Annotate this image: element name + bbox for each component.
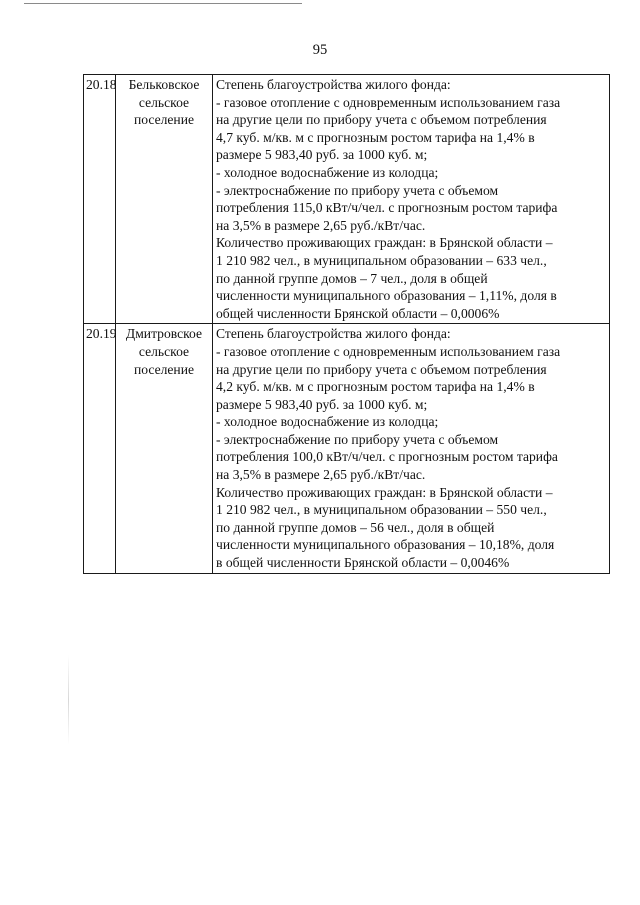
settlement-name-line: Бельковское: [128, 77, 200, 92]
description-line: на 3,5% в размере 2,65 руб./кВт/час.: [216, 467, 426, 483]
description-line: потребления 115,0 кВт/ч/чел. с прогнозным ростом тарифа: [216, 200, 558, 216]
top-scan-rule: [24, 3, 302, 4]
row-number: 20.19: [84, 324, 116, 573]
settlement-name-line: сельское: [138, 343, 190, 359]
scan-artifact-line: [68, 655, 69, 745]
description-line: 1 210 982 чел., в муниципальном образовании – 550 чел.,: [216, 502, 547, 518]
housing-description: [213, 75, 610, 324]
settlement-name-line: Дмитровское: [125, 326, 203, 342]
description-line: на 3,5% в размере 2,65 руб./кВт/час.: [216, 217, 426, 233]
description-line: Количество проживающих граждан: в Брянской области –: [216, 235, 553, 251]
table-row: [84, 324, 610, 573]
row-number: 20.18: [84, 75, 116, 324]
description-line: - холодное водоснабжение из колодца;: [216, 164, 439, 180]
page-number: 95: [312, 42, 328, 58]
settlement-name: [116, 324, 213, 573]
settlement-name: [116, 75, 213, 324]
description-line: численности муниципального образования – 10,18%, доля: [216, 537, 555, 553]
description-line: размере 5 983,40 руб. за 1000 куб. м;: [216, 147, 428, 163]
table-body: [84, 75, 610, 574]
settlements-table: [83, 74, 610, 574]
description-line: по данной группе домов – 56 чел., доля в общей: [216, 519, 495, 535]
description-line: в общей численности Брянской области – 0,0046%: [216, 555, 510, 571]
description-line: общей численности Брянской области – 0,0006%: [216, 305, 500, 321]
description-line: Количество проживающих граждан: в Брянской области –: [216, 484, 553, 500]
description-line: - электроснабжение по прибору учета с объемом: [216, 182, 499, 198]
description-line: 4,2 куб. м/кв. м с прогнозным ростом тарифа на 1,4% в: [216, 379, 535, 395]
settlement-name-line: сельское: [138, 94, 190, 110]
description-line: Степень благоустройства жилого фонда:: [216, 77, 451, 92]
description-line: численности муниципального образования – 1,11%, доля в: [216, 288, 557, 304]
description-line: размере 5 983,40 руб. за 1000 куб. м;: [216, 396, 428, 412]
description-line: - электроснабжение по прибору учета с объемом: [216, 431, 499, 447]
description-line: 1 210 982 чел., в муниципальном образовании – 633 чел.,: [216, 252, 547, 268]
housing-description: [213, 324, 610, 573]
description-line: по данной группе домов – 7 чел., доля в общей: [216, 270, 488, 286]
description-line: 4,7 куб. м/кв. м с прогнозным ростом тарифа на 1,4% в: [216, 129, 535, 145]
description-line: - газовое отопление с одновременным использованием газа: [216, 343, 561, 359]
description-line: Степень благоустройства жилого фонда:: [216, 326, 451, 342]
description-line: на другие цели по прибору учета с объемом потребления: [216, 361, 547, 377]
description-line: - газовое отопление с одновременным использованием газа: [216, 94, 561, 110]
description-line: - холодное водоснабжение из колодца;: [216, 414, 439, 430]
settlement-name-line: поселение: [133, 361, 195, 377]
description-line: на другие цели по прибору учета с объемом потребления: [216, 112, 547, 128]
description-line: потребления 100,0 кВт/ч/чел. с прогнозным ростом тарифа: [216, 449, 558, 465]
table-row: [84, 75, 610, 324]
settlement-name-line: поселение: [133, 112, 195, 128]
